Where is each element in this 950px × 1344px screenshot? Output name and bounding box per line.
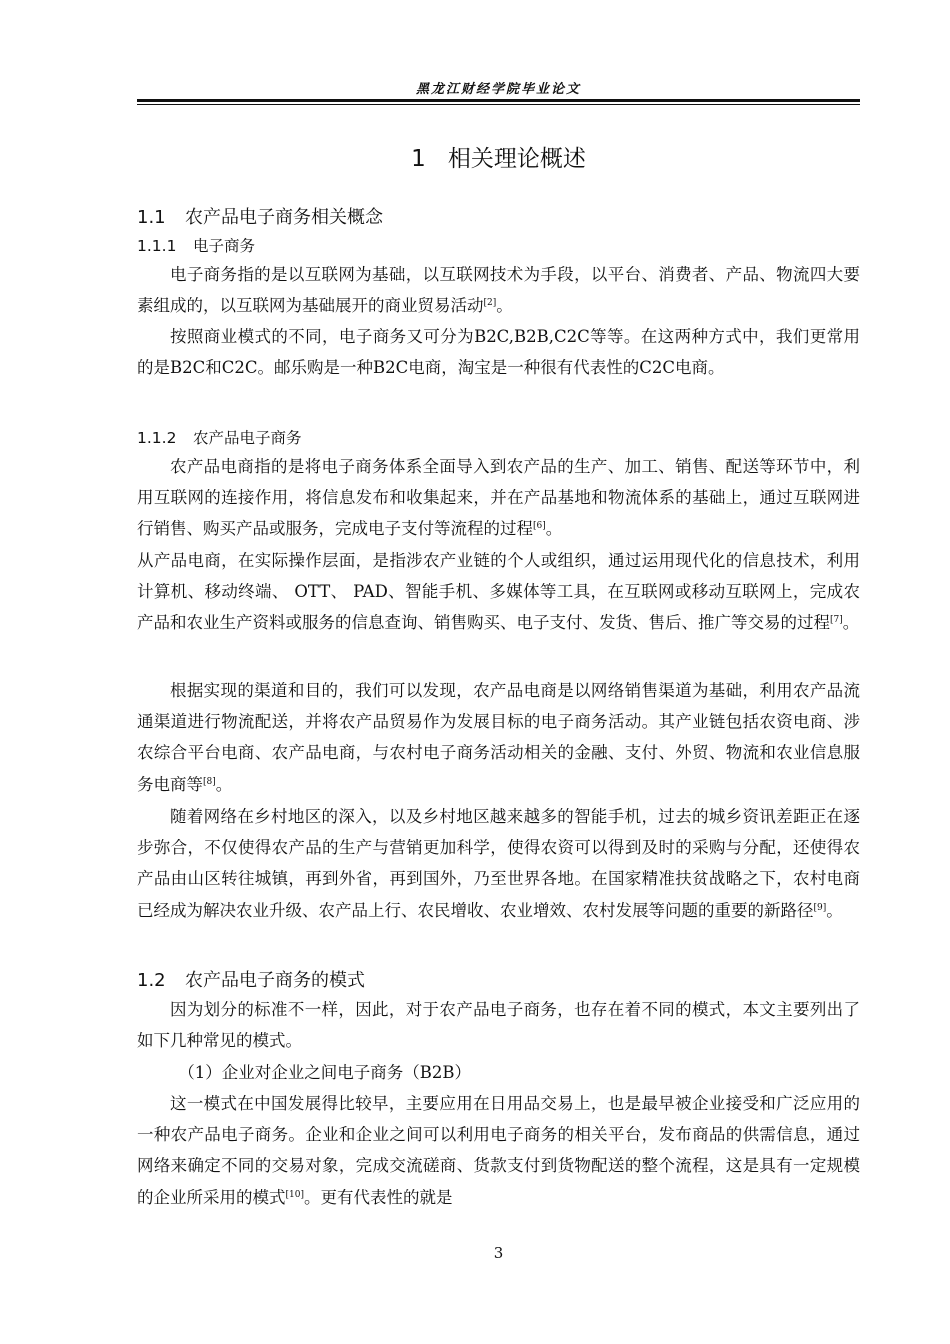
paragraph-text: 农产品电商指的是将电子商务体系全面导入到农产品的生产、加工、销售、配送等环节中，利用互联网的连接作用，将信息发布和收集起来，并在产品基地和物流体系的基础上，通过互联网进行销售、购买产品或服务，完成电子支付等流程的过程 <box>137 457 860 539</box>
paragraph-agri-ecommerce-definition <box>137 451 860 545</box>
paragraph-tail: 。 <box>826 900 843 920</box>
paragraph-text: 这一模式在中国发展得比较早，主要应用在日用品交易上，也是最早被企业接受和广泛应用的一种农产品电子商务。企业和企业之间可以利用电子商务的相关平台，发布商品的供需信息，通过网络来确定不同的交易对象，完成交流磋商、货款支付到货物配送的整个流程，这是具有一定规模的企业所采用的模式 <box>137 1094 860 1207</box>
section-heading-1-2 <box>137 966 365 992</box>
section-number: 1.1.1 <box>137 237 177 255</box>
paragraph-agri-ecommerce-operations <box>137 545 860 639</box>
citation: [9] <box>813 902 827 913</box>
paragraph-b2b <box>137 1088 860 1213</box>
paragraph-modes-intro: 因为划分的标准不一样，因此，对于农产品电子商务，也存在着不同的模式，本文主要列出了如下几种常见的模式。 <box>137 1000 860 1051</box>
running-header: 黑龙江财经学院毕业论文 <box>415 82 581 97</box>
paragraph-tail: 。 <box>842 613 860 632</box>
section-number: 1.1 <box>137 207 166 228</box>
header-rule-thin <box>137 104 860 105</box>
section-title: 农产品电子商务相关概念 <box>185 207 383 228</box>
paragraph-ecommerce-definition <box>137 259 860 321</box>
citation: [7] <box>830 615 843 625</box>
chapter-title-text: 相关理论概述 <box>447 146 586 172</box>
section-title: 农产品电子商务 <box>193 429 302 447</box>
chapter-number: 1 <box>411 146 426 172</box>
section-number: 1.2 <box>137 970 166 991</box>
paragraph-text: 电子商务指的是以互联网为基础，以互联网技术为手段，以平台、消费者、产品、物流四大要素组成的，以互联网为基础展开的商业贸易活动 <box>137 265 860 316</box>
paragraph-text: 随着网络在乡村地区的深入，以及乡村地区越来越多的智能手机，过去的城乡资讯差距正在逐步弥合，不仅使得农产品的生产与营销更加科学，使得农资可以得到及时的采购与分配，还使得农产品由山区转往城镇，再到外省，再到国外，乃至世界各地。在国家精准扶贫战略之下，农村电商已经成为解决农业升级、农产品上行、农民增收、农业增效、农村发展等问题的重要的新路径 <box>137 807 860 920</box>
section-number: 1.1.2 <box>137 429 177 447</box>
section-heading-1-1-2 <box>137 426 302 448</box>
citation: [2] <box>483 298 497 309</box>
citation: [6] <box>533 521 546 532</box>
section-heading-1-1 <box>137 203 383 229</box>
paragraph-text: 根据实现的渠道和目的，我们可以发现，农产品电商是以网络销售渠道为基础，利用农产品流通渠道进行物流配送，并将农产品贸易作为发展目标的电子商务活动。其产业链包括农资电商、涉农综合平台电商、农产品电商，与农村电子商务活动相关的金融、支付、外贸、物流和农业信息服务电商等 <box>137 681 860 794</box>
page-number: 3 <box>493 1244 504 1262</box>
paragraph-text: 从产品电商，在实际操作层面，是指涉农产业链的个人或组织，通过运用现代化的信息技术，利用计算机、移动终端、 OTT、 PAD、智能手机、多媒体等工具，在互联网或移动互联网上，完成农产品和农业生产资料或服务的信息查询、销售购买、电子支付、发货、售后、推广等交易的过程 <box>137 550 860 632</box>
paragraph-tail: 。 <box>496 296 513 316</box>
paragraph-rural-network <box>137 801 860 926</box>
section-title: 电子商务 <box>193 237 256 255</box>
citation: [10] <box>285 1189 304 1200</box>
chapter-title <box>137 140 860 173</box>
paragraph-channels <box>137 675 860 800</box>
citation: [8] <box>203 776 216 787</box>
section-heading-1-1-1 <box>137 234 255 256</box>
paragraph-tail: 。更有代表性的就是 <box>303 1187 453 1207</box>
list-item-b2b: （1）企业对企业之间电子商务（B2B） <box>178 1063 471 1082</box>
paragraph-tail: 。 <box>545 519 563 539</box>
paragraph-tail: 。 <box>215 774 233 794</box>
paragraph-business-models: 按照商业模式的不同，电子商务又可分为B2C,B2B,C2C等等。在这两种方式中，我们更常用的是B2C和C2C。邮乐购是一种B2C电商，淘宝是一种很有代表性的C2C电商。 <box>137 327 860 378</box>
header-rule-thick <box>137 99 860 102</box>
section-title: 农产品电子商务的模式 <box>185 970 365 991</box>
